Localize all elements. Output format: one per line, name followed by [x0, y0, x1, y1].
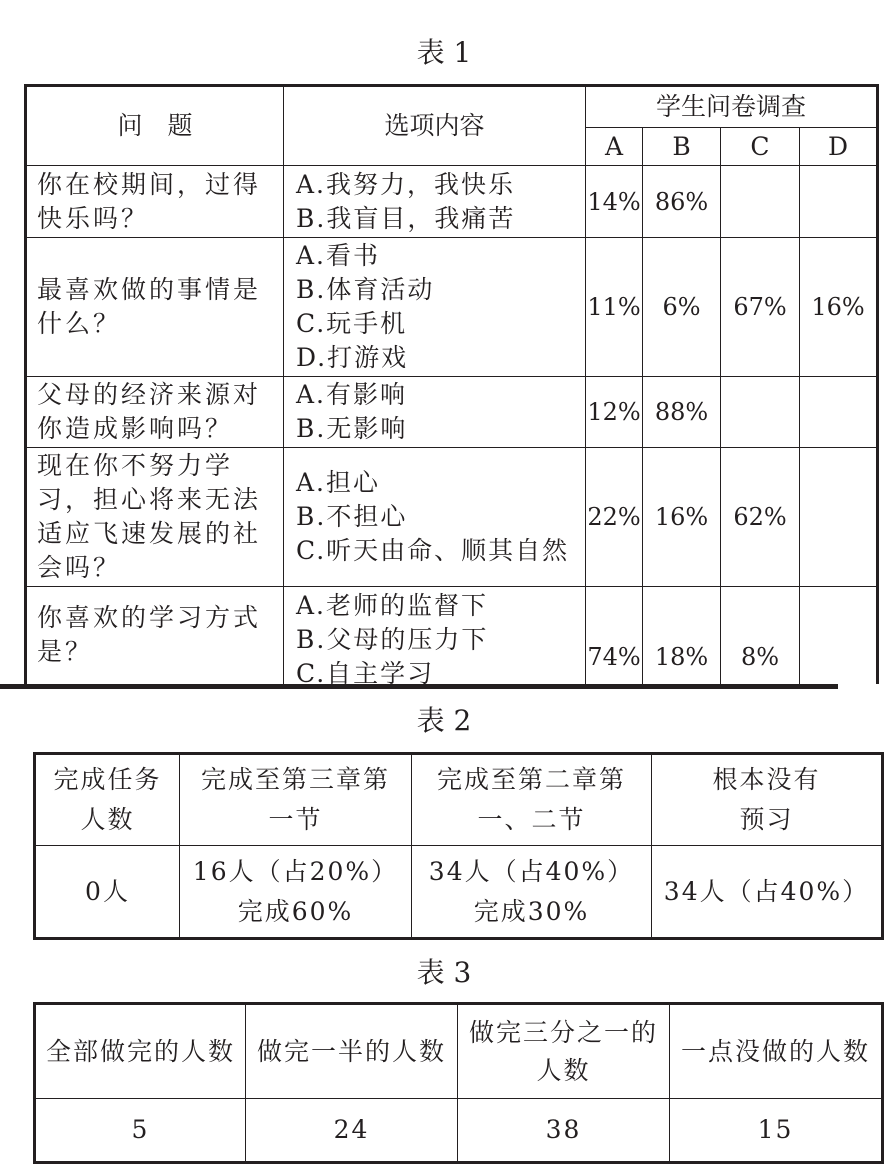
col-b-header: B	[643, 128, 721, 166]
option-item: A.担心	[296, 468, 381, 497]
header-cell: 根本没有预习	[652, 754, 883, 846]
data-cell: 34人（占40%）完成30%	[412, 846, 652, 939]
header-cell: 做完一半的人数	[246, 1004, 458, 1099]
option-item: B.父母的压力下	[296, 625, 489, 654]
question-cell: 父母的经济来源对你造成影响吗？	[26, 377, 284, 448]
table-row	[35, 846, 883, 939]
value-b: 6%	[643, 238, 721, 377]
options-header: 选项内容	[284, 86, 586, 166]
options-cell	[284, 166, 586, 238]
question-cell: 你喜欢的学习方式是？	[26, 587, 284, 685]
option-item: C.玩手机	[296, 309, 408, 338]
option-item: C.听天由命、顺其自然	[296, 536, 570, 565]
value-c	[721, 377, 800, 448]
value-d	[800, 448, 878, 587]
survey-table	[24, 84, 879, 684]
header-cell: 全部做完的人数	[35, 1004, 246, 1099]
table3-header-row	[35, 1004, 883, 1099]
table1-header-row	[26, 86, 878, 128]
option-item: B.体育活动	[296, 275, 435, 304]
table1-bottom-rule	[0, 684, 838, 689]
option-item: A.看书	[296, 241, 381, 270]
question-cell: 现在你不努力学习，担心将来无法适应飞速发展的社会吗？	[26, 448, 284, 587]
options-cell	[284, 238, 586, 377]
question-cell: 你在校期间，过得快乐吗？	[26, 166, 284, 238]
option-item: B.我盲目，我痛苦	[296, 203, 516, 233]
option-item: B.不担心	[296, 502, 408, 531]
value-d	[800, 377, 878, 448]
value-b: 16%	[643, 448, 721, 587]
data-cell: 34人（占40%）	[652, 846, 883, 939]
option-item: D.打游戏	[296, 343, 409, 372]
value-a: 22%	[586, 448, 643, 587]
table2-header-row	[35, 754, 883, 846]
value-a: 11%	[586, 238, 643, 377]
table-row	[26, 587, 878, 685]
data-cell: 5	[35, 1099, 246, 1163]
col-d-header: D	[800, 128, 878, 166]
question-cell: 最喜欢做的事情是什么？	[26, 238, 284, 377]
header-cell: 完成至第二章第一、二节	[412, 754, 652, 846]
table-row	[26, 238, 878, 377]
table2-caption: 表 2	[416, 704, 472, 737]
table3-caption: 表 3	[416, 956, 472, 989]
value-b: 18%	[643, 587, 721, 685]
header-cell: 做完三分之一的人数	[458, 1004, 670, 1099]
value-b: 86%	[643, 166, 721, 238]
homework-table	[33, 1002, 884, 1164]
option-item: B.无影响	[296, 414, 408, 443]
option-item: C.自主学习	[296, 659, 435, 684]
value-b: 88%	[643, 377, 721, 448]
header-cell: 完成任务人数	[35, 754, 180, 846]
data-cell: 15	[670, 1099, 883, 1163]
options-cell	[284, 587, 586, 685]
value-c: 67%	[721, 238, 800, 377]
value-a: 74%	[586, 587, 643, 685]
preview-table	[33, 752, 884, 940]
value-d	[800, 166, 878, 238]
data-cell: 0人	[35, 846, 180, 939]
table-row	[26, 166, 878, 238]
option-item: A.我努力，我快乐	[296, 169, 516, 199]
value-c	[721, 166, 800, 238]
value-d	[800, 587, 878, 685]
question-header: 问 题	[26, 86, 284, 166]
options-cell	[284, 448, 586, 587]
table1-caption: 表 1	[416, 36, 472, 69]
data-cell: 16人（占20%）完成60%	[180, 846, 412, 939]
survey-header: 学生问卷调查	[586, 86, 878, 128]
value-d: 16%	[800, 238, 878, 377]
data-cell: 38	[458, 1099, 670, 1163]
header-cell: 一点没做的人数	[670, 1004, 883, 1099]
value-a: 12%	[586, 377, 643, 448]
data-cell: 24	[246, 1099, 458, 1163]
value-c: 8%	[721, 587, 800, 685]
header-cell: 完成至第三章第一节	[180, 754, 412, 846]
table-row	[26, 377, 878, 448]
option-item: A.老师的监督下	[296, 591, 489, 620]
options-cell	[284, 377, 586, 448]
value-c: 62%	[721, 448, 800, 587]
col-c-header: C	[721, 128, 800, 166]
col-a-header: A	[586, 128, 643, 166]
value-a: 14%	[586, 166, 643, 238]
table-row	[35, 1099, 883, 1163]
option-item: A.有影响	[296, 380, 408, 409]
table-row	[26, 448, 878, 587]
